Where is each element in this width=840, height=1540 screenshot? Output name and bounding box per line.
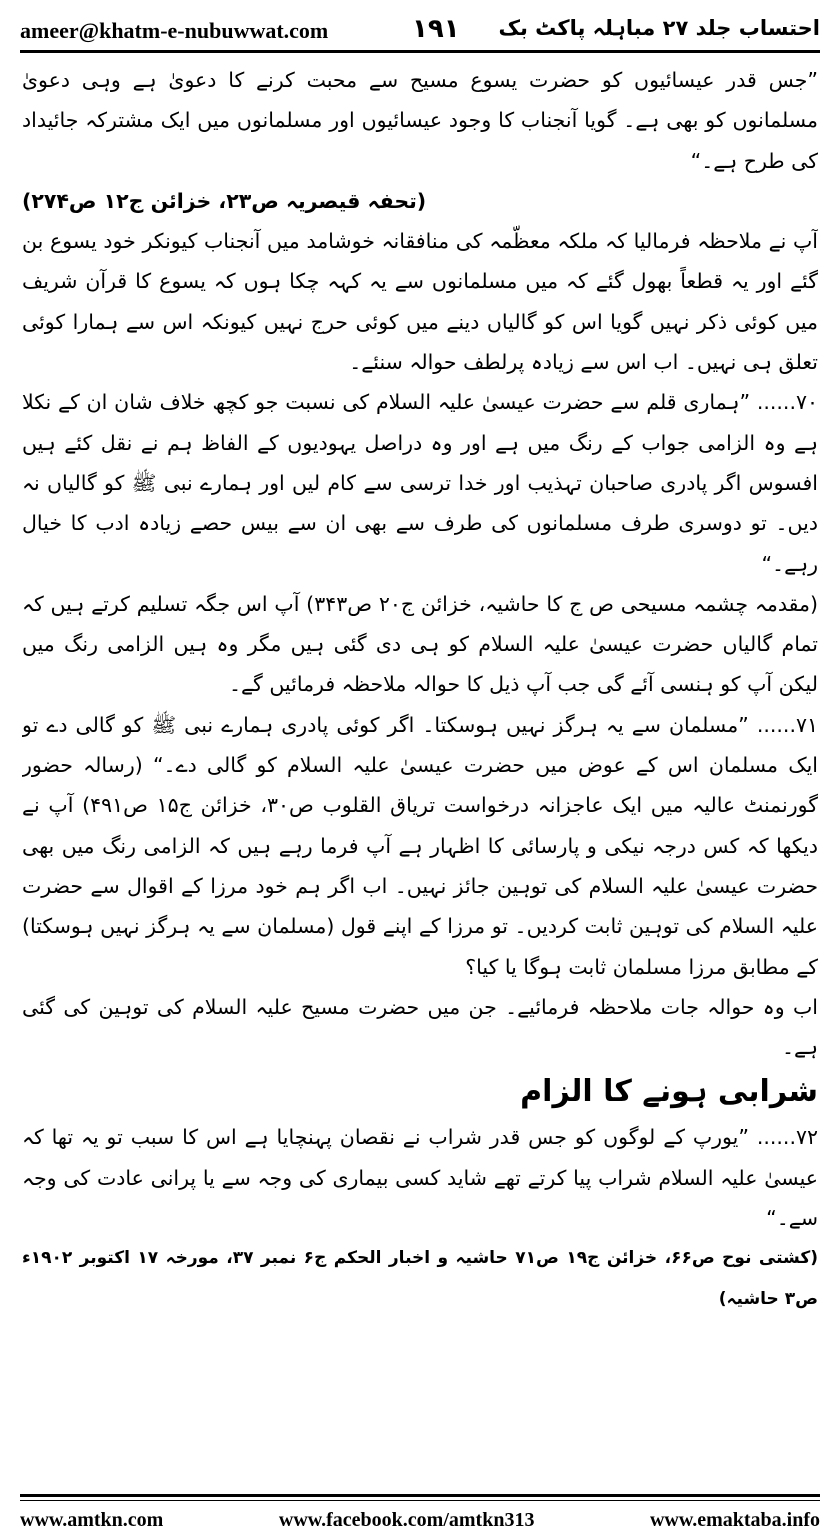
paragraph-quote-70: ۷۰...... ”ہماری قلم سے حضرت عیسیٰ علیہ السلام کی نسبت جو کچھ خلاف شان ان کے نکلا ہے وہ الزامی جواب کے رنگ میں ہے اور وہ دراصل یہودیوں کے الفاظ ہم نے نقل کئے ہیں افسوس اگر پادری صاحبان تہذیب اور خدا ترسی سے کام لیں اور ہمارے نبی ﷺ کو گالیاں نہ دیں۔ تو دوسری طرف مسلمانوں کی طرف سے بھی ان سے بیس حصے زیادہ ادب کا خیال رہے۔“ bbox=[22, 390, 818, 576]
reference-1: (تحفہ قیصریہ ص۲۳، خزائن ج۱۲ ص۲۷۴) bbox=[22, 188, 427, 213]
book-title: احتساب جلد ۲۷ مباہلہ پاکٹ بک bbox=[498, 16, 820, 40]
page-footer bbox=[20, 1505, 820, 1535]
paragraph-quote-71: ۷۱...... ”مسلمان سے یہ ہرگز نہیں ہوسکتا۔ اگر کوئی پادری ہمارے نبی ﷺ کو گالی دے تو ایک مسلمان اس کے عوض میں حضرت عیسیٰ علیہ السلام کو گالی دے۔“ (رسالہ حضور گورنمنٹ عالیہ میں ایک عاجزانہ درخواست تریاق القلوب ص۳۰، خزائن ج۱۵ ص۴۹۱) آپ نے دیکھا کہ کس درجہ نیکی و پارسائی کا اظہار ہے آپ فرما رہے ہیں کہ الزامی رنگ میں بھی حضرت عیسیٰ علیہ السلام کی توہین جائز نہیں۔ اب اگر ہم خود مرزا کے اقوال سے حضرت علیہ السلام کی توہین ثابت کردیں۔ تو مرزا کے اپنے قول (مسلمان سے یہ ہرگز نہیں ہوسکتا) کے مطابق مرزا مسلمان ثابت ہوگا یا کیا؟ bbox=[22, 712, 818, 979]
section-heading: شرابی ہونے کا الزام bbox=[520, 1074, 818, 1110]
header-email[interactable]: ameer@khatm-e-nubuwwat.com bbox=[20, 18, 329, 43]
page-body bbox=[22, 60, 818, 1462]
paragraph-commentary-3: اب وہ حوالہ جات ملاحظہ فرمائیے۔ جن میں حضرت مسیح علیہ السلام کی توہین کی گئی ہے۔ bbox=[22, 994, 818, 1060]
footer-link-emaktaba[interactable]: www.emaktaba.info bbox=[649, 1508, 820, 1531]
page-number: ۱۹۱ bbox=[412, 14, 460, 44]
paragraph-quote-72: ۷۲...... ”یورپ کے لوگوں کو جس قدر شراب نے نقصان پہنچایا ہے اس کا سبب تو یہ تھا کہ عیسیٰ علیہ السلام شراب پیا کرتے تھے شاید کسی بیماری کی وجہ سے یا پرانی عادت کی وجہ سے۔“ bbox=[22, 1125, 818, 1231]
footer-link-facebook[interactable]: www.facebook.com/amtkn313 bbox=[278, 1508, 535, 1531]
footer-link-amtkn[interactable]: www.amtkn.com bbox=[20, 1508, 164, 1531]
paragraph-commentary-2: (مقدمہ چشمہ مسیحی ص ج کا حاشیہ، خزائن ج۲۰ ص۳۴۳) آپ اس جگہ تسلیم کرتے ہیں کہ تمام گالیاں حضرت عیسیٰ علیہ السلام کو ہی دی گئی ہیں مگر وہ ہیں الزامی رنگ میں لیکن آپ کو ہنسی آئے گی جب آپ ذیل کا حوالہ ملاحظہ فرمائیں گے۔ bbox=[22, 591, 818, 697]
paragraph-commentary-1: آپ نے ملاحظہ فرمالیا کہ ملکہ معظّمہ کی منافقانہ خوشامد میں آنجناب کیونکر خود یسوع بن گئے اور یہ قطعاً بھول گئے کہ میں مسلمانوں سے یہ کہہ چکا ہوں کہ یسوع کا قرآن شریف میں کوئی ذکر نہیں گویا اس کو گالیاں دینے میں کوئی حرج نہیں کیونکہ اس سے ہمارا کوئی تعلق ہی نہیں۔ اب اس سے زیادہ پرلطف حوالہ سنئے۔ bbox=[22, 229, 818, 375]
footer-rule-thin bbox=[20, 1500, 820, 1501]
reference-72: (کشتی نوح ص۶۶، خزائن ج۱۹ ص۷۱ حاشیہ و اخبار الحکم ج۶ نمبر ۳۷، مورخہ ۱۷ اکتوبر ۱۹۰۲ء ص۳ حاشیہ) bbox=[22, 1248, 818, 1309]
footer-rule-thick bbox=[20, 1494, 820, 1497]
page-header bbox=[20, 14, 820, 48]
header-rule bbox=[20, 50, 820, 53]
paragraph-quote-1: ”جس قدر عیسائیوں کو حضرت یسوع مسیح سے محبت کرنے کا دعویٰ ہے وہی دعویٰ مسلمانوں کو بھی ہے۔ گویا آنجناب کا وجود عیسائیوں اور مسلمانوں میں ایک مشترکہ جائیداد کی طرح ہے۔“ bbox=[22, 68, 818, 173]
